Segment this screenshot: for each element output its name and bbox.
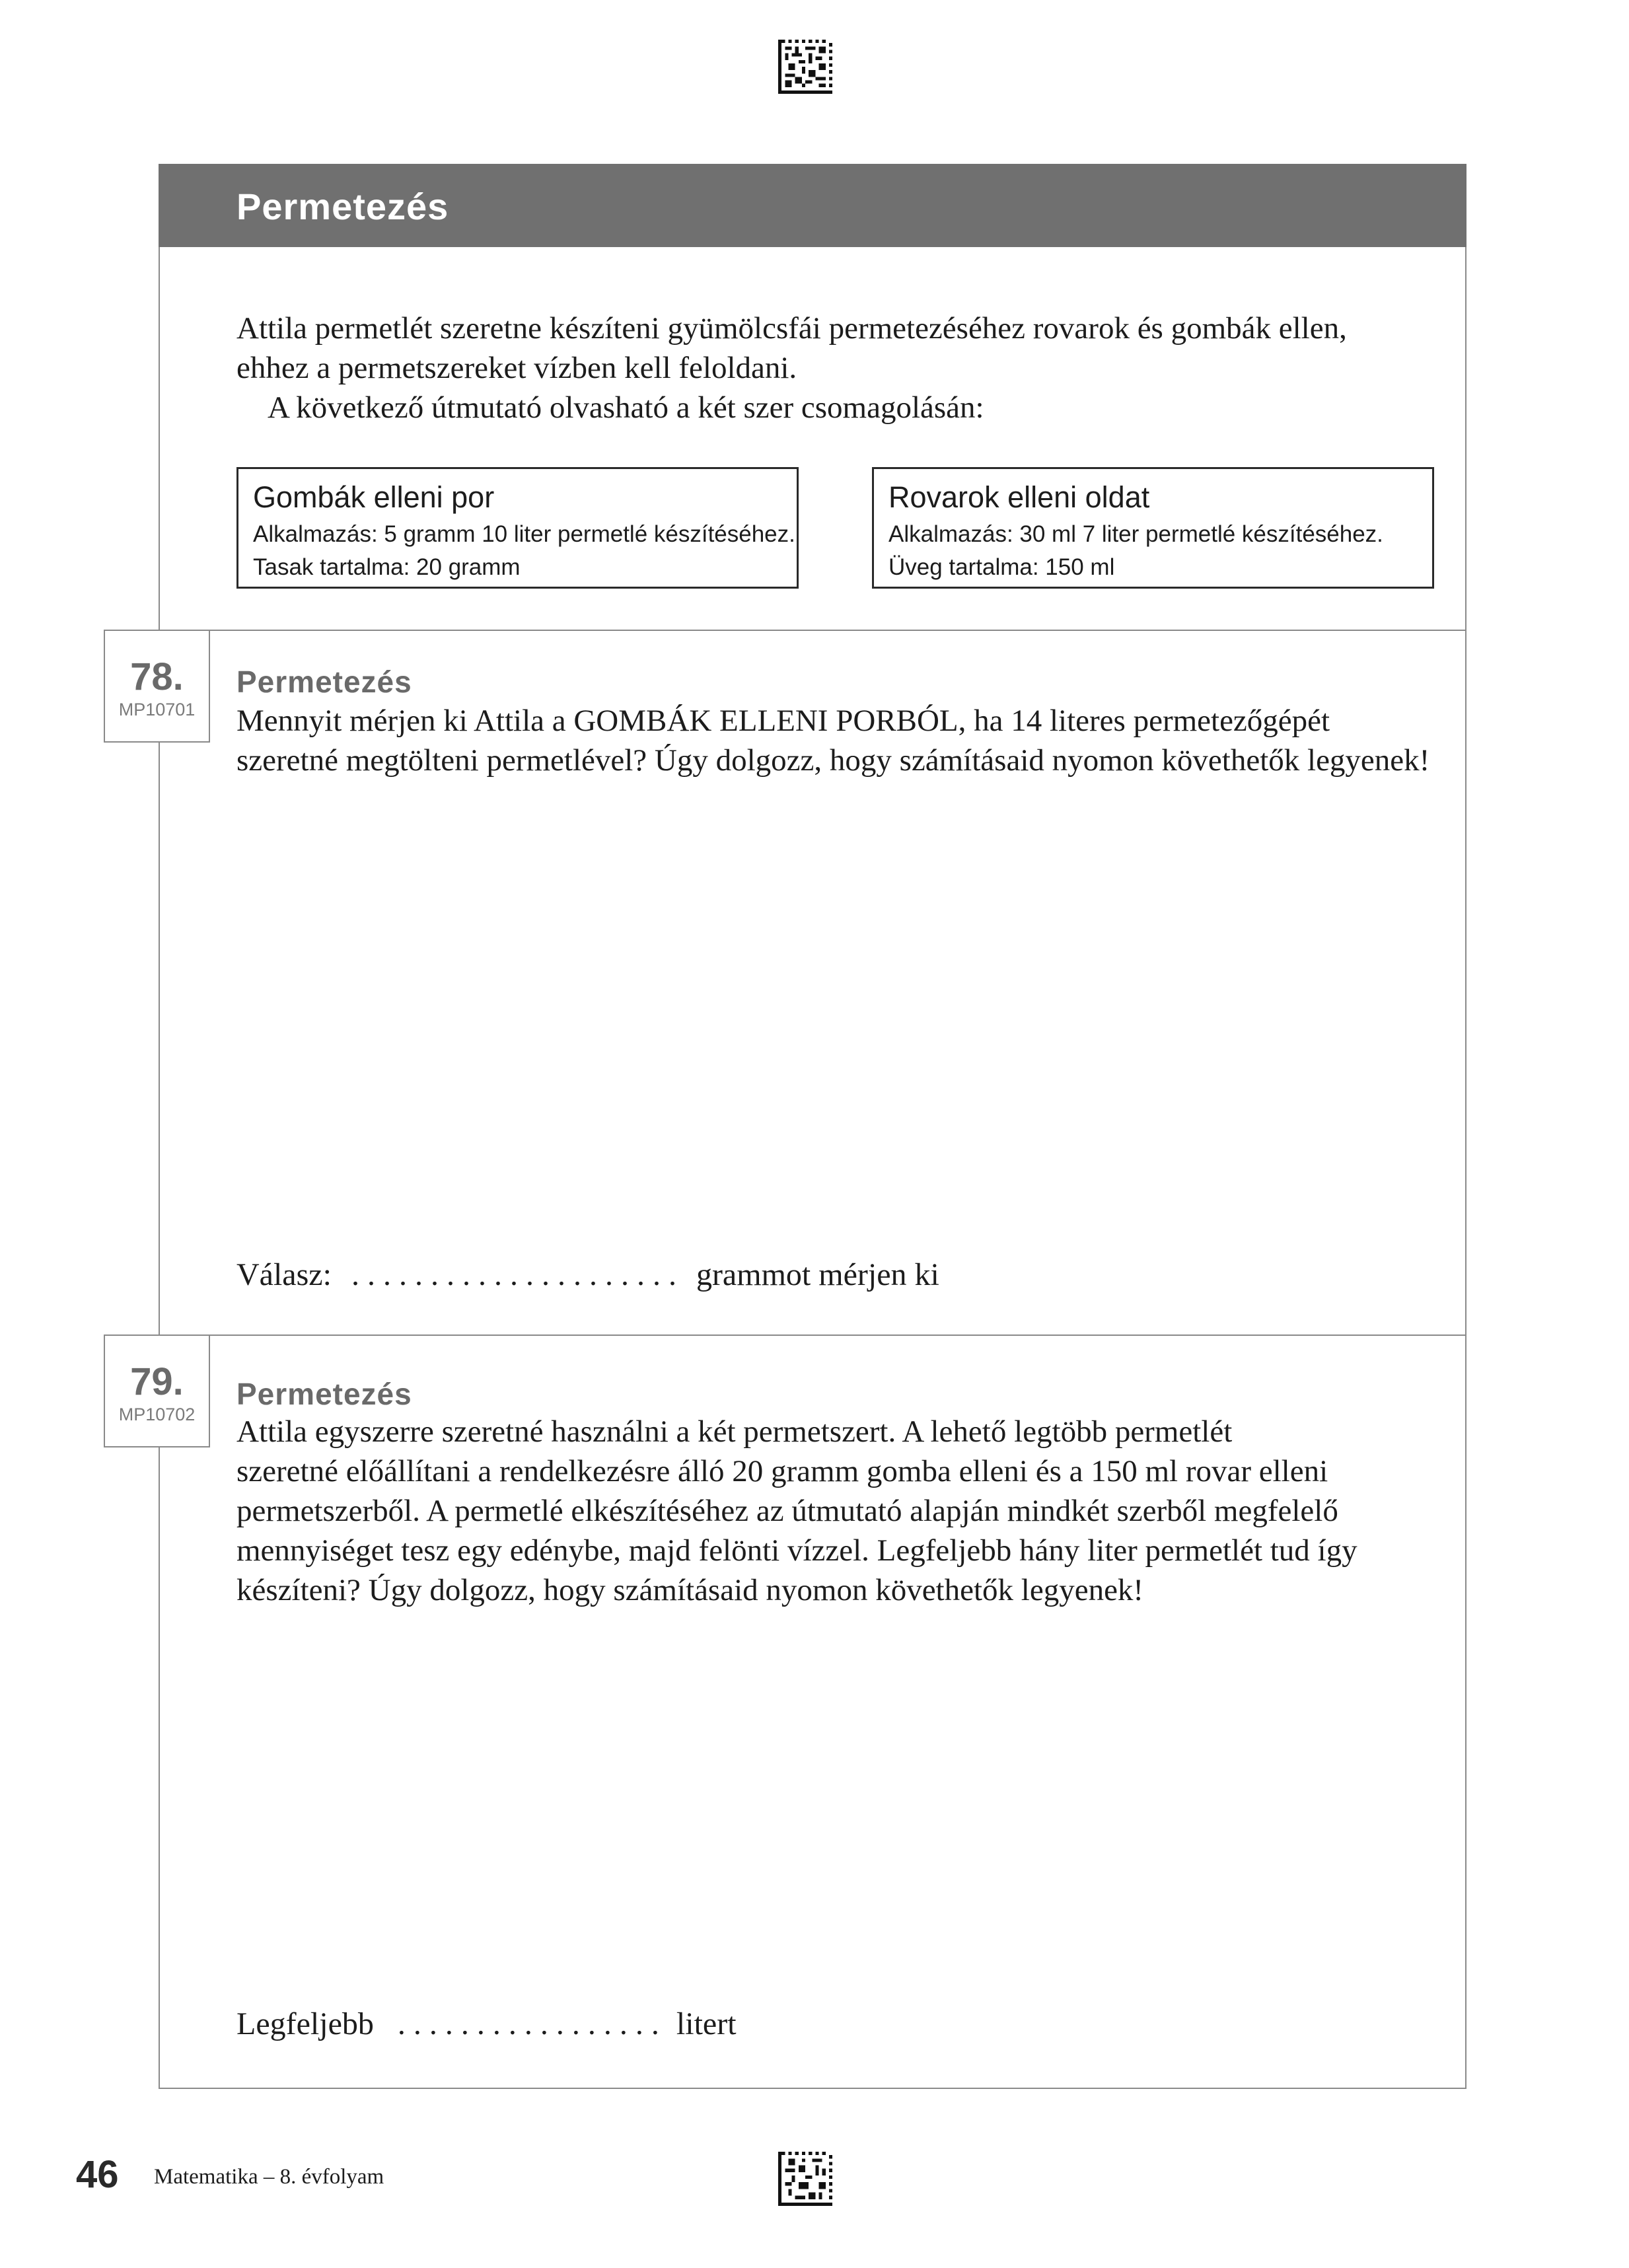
- answer-blank[interactable]: . . . . . . . . . . . . . . . . . . . . .: [351, 1257, 676, 1292]
- question-number: 78.: [130, 655, 184, 698]
- fungicide-info-box: [236, 467, 799, 589]
- intro-line: Attila permetlét szeretne készíteni gyümölcsfái permetezéséhez rovarok és gombák ellen,: [236, 311, 1347, 346]
- footer-subject: Matematika – 8. évfolyam: [154, 2165, 384, 2189]
- answer-prefix: Válasz:: [236, 1257, 332, 1292]
- question-title: Permetezés: [236, 665, 412, 699]
- datamatrix-code-icon: [778, 2152, 832, 2206]
- question-text-line: Attila egyszerre szeretné használni a két permetszert. A lehető legtöbb permetlét: [236, 1414, 1233, 1449]
- question-number-box: [104, 1335, 210, 1447]
- info-box-title: Gombák elleni por: [253, 480, 495, 514]
- question-title: Permetezés: [236, 1377, 412, 1411]
- answer-suffix: litert: [676, 2006, 737, 2041]
- question-divider: [159, 630, 1466, 631]
- insecticide-info-box: [872, 467, 1434, 589]
- question-text-line: szeretné megtölteni permetlével? Úgy dolgozz, hogy számításaid nyomon követhetők legyenek!: [236, 743, 1430, 778]
- answer-line: [236, 2006, 737, 2042]
- answer-line: [236, 1257, 939, 1293]
- question-divider: [159, 1335, 1466, 1336]
- answer-blank[interactable]: . . . . . . . . . . . . . . . . .: [397, 2006, 659, 2041]
- question-text-line: Mennyit mérjen ki Attila a GOMBÁK ELLENI PORBÓL, ha 14 literes permetezőgépét: [236, 704, 1330, 738]
- datamatrix-code-icon: [778, 40, 832, 94]
- question-text-line: permetszerből. A permetlé elkészítéséhez az útmutató alapján mindkét szerből megfelelő: [236, 1494, 1338, 1528]
- section-title: Permetezés: [236, 186, 449, 227]
- content-frame: [159, 164, 1466, 2089]
- intro-line: ehhez a permetszereket vízben kell feloldani.: [236, 351, 797, 385]
- answer-suffix: grammot mérjen ki: [696, 1257, 939, 1292]
- info-box-title: Rovarok elleni oldat: [888, 480, 1150, 514]
- question-code: MP10701: [118, 700, 196, 719]
- question-code: MP10702: [118, 1405, 196, 1424]
- question-number-box: [104, 630, 210, 743]
- answer-prefix: Legfeljebb: [236, 2006, 374, 2041]
- info-box-line: Tasak tartalma: 20 gramm: [253, 554, 521, 580]
- page-number: 46: [76, 2153, 119, 2196]
- question-text-line: szeretné előállítani a rendelkezésre álló 20 gramm gomba elleni és a 150 ml rovar elleni: [236, 1454, 1328, 1488]
- question-text-line: készíteni? Úgy dolgozz, hogy számításaid nyomon követhetők legyenek!: [236, 1573, 1144, 1607]
- intro-line: A következő útmutató olvasható a két szer csomagolásán:: [268, 390, 984, 425]
- info-box-line: Üveg tartalma: 150 ml: [888, 554, 1115, 580]
- question-text-line: mennyiséget tesz egy edénybe, majd felönti vízzel. Legfeljebb hány liter permetlét tud így: [236, 1533, 1358, 1568]
- info-box-line: Alkalmazás: 5 gramm 10 liter permetlé készítéséhez.: [253, 521, 795, 547]
- question-number: 79.: [130, 1360, 184, 1403]
- info-box-line: Alkalmazás: 30 ml 7 liter permetlé készítéséhez.: [888, 521, 1383, 547]
